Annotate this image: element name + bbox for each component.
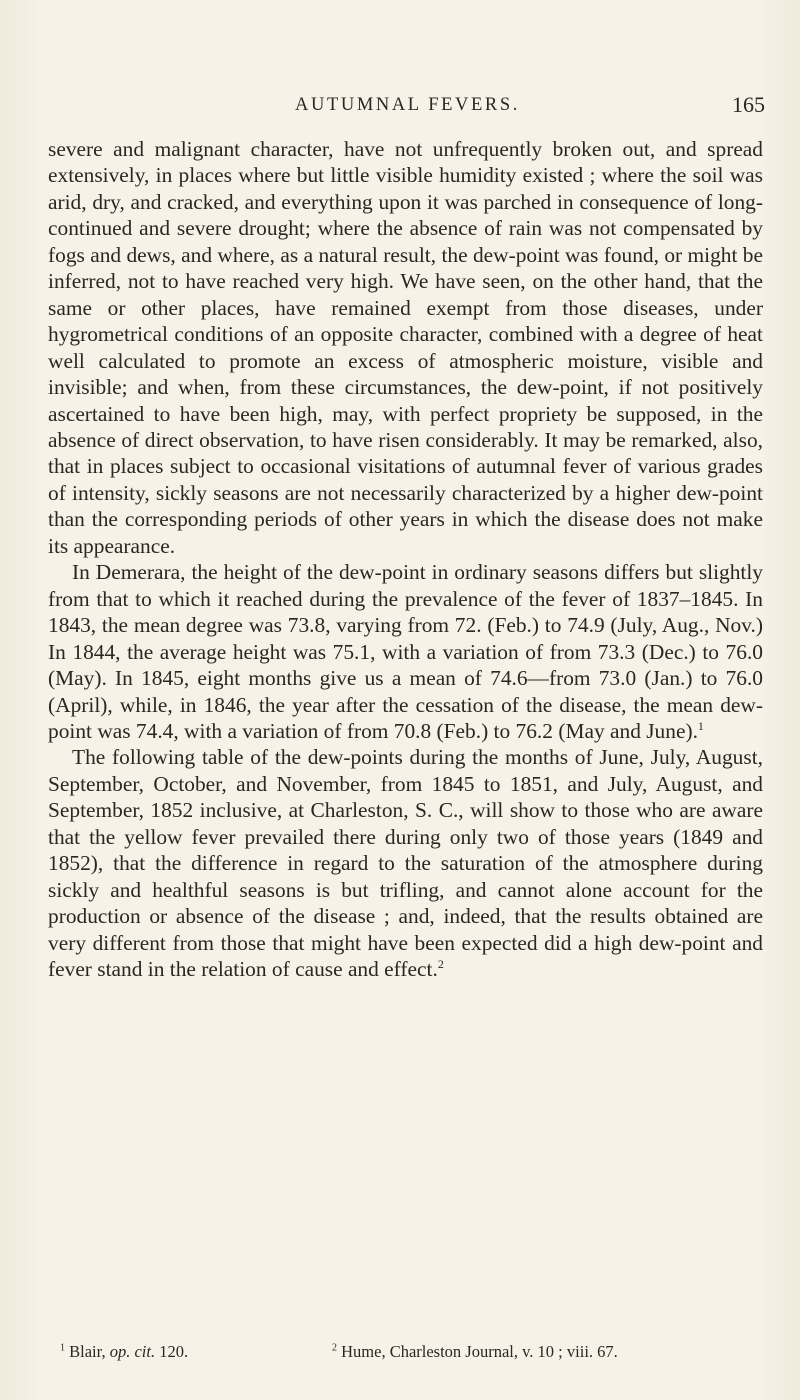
paragraph-charleston bbox=[48, 744, 763, 982]
paragraph-continued bbox=[48, 136, 763, 559]
body-text bbox=[48, 136, 763, 983]
footnote-ref-1: 1 bbox=[697, 718, 704, 733]
running-title: AUTUMNAL FEVERS. bbox=[295, 95, 520, 115]
paragraph-3-text: The following table of the dew-points during the months of June, July, August, September, October, and November, from 1845 to 1851, and July, August, and September, 1852 inclusive, at Charleston, S. C., will show to those who are aware that the yellow fever prevailed there during only two of those years (1849 and 1852), that the difference in regard to the saturation of the atmosphere during sickly and healthful seasons is but trifling, and cannot alone account for the production or absence of the disease ; and, indeed, that the results obtained are very different from those that might have been expected did a high dew-point and fever stand in the relation of cause and effect. bbox=[48, 745, 763, 982]
footnote-ref-2: 2 bbox=[437, 956, 444, 971]
running-head bbox=[50, 92, 765, 120]
page-number: 165 bbox=[732, 92, 765, 117]
footnote-2 bbox=[332, 1342, 618, 1362]
paragraph-2-text: In Demerara, the height of the dew-point in ordinary seasons differs but slightly from that to which it reached during the prevalence of the fever of 1837–1845. In 1843, the mean degree was 73.8, varying from 72. (Feb.) to 74.9 (July, Aug., Nov.) In 1844, the average height was 75.1, with a variation of from 73.3 (Dec.) to 76.0 (May). In 1845, eight months give us a mean of 74.6—from 73.0 (Jan.) to 76.0 (April), while, in 1846, the year after the cessation of the disease, the mean dew-point was 74.4, with a variation of from 70.8 (Feb.) to 76.2 (May and June). bbox=[48, 560, 763, 743]
footnote-1-author: Blair, bbox=[69, 1342, 106, 1361]
paragraph-1-text: severe and malignant character, have not unfrequently broken out, and spread extensively, in places where but little visible humidity existed ; where the soil was arid, dry, and cracked, and everything upon it was parched in consequence of long-continued and severe drought; where the absence of rain was not compensated by fogs and dews, and where, as a natural result, the dew-point was found, or might be inferred, not to have reached very high. We have seen, on the other hand, that the same or other places, have remained exempt from those diseases, under hygrometrical conditions of an opposite character, combined with a degree of heat well calculated to promote an excess of atmospheric moisture, visible and invisible; and when, from these circumstances, the dew-point, if not positively ascertained to have been high, may, with perfect propriety be supposed, in the absence of direct observation, to have risen considerably. It may be remarked, also, that in places subject to occasional visitations of autumnal fever of various grades of intensity, sickly seasons are not necessarily characterized by a higher dew-point than the corresponding periods of other years in which the disease does not make its appearance. bbox=[48, 137, 763, 558]
footnote-2-marker: 2 bbox=[332, 1342, 337, 1354]
footnotes bbox=[60, 1342, 772, 1368]
footnote-1-marker: 1 bbox=[60, 1342, 65, 1354]
footnote-1-work: op. cit. bbox=[109, 1342, 156, 1361]
footnote-1 bbox=[60, 1342, 188, 1362]
footnote-1-detail: 120. bbox=[159, 1342, 189, 1361]
footnote-2-text: Hume, Charleston Journal, v. 10 ; viii. 67. bbox=[341, 1342, 618, 1361]
paragraph-demerara bbox=[48, 559, 763, 744]
